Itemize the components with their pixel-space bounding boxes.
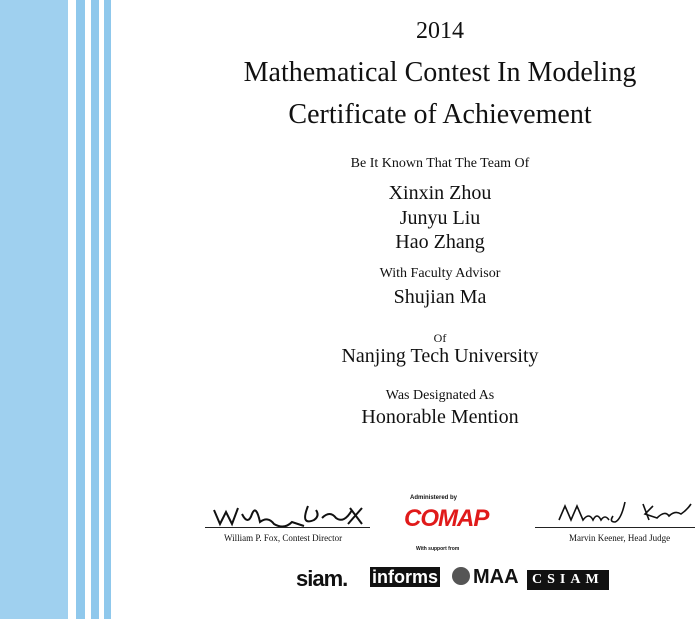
award-designation: Honorable Mention: [361, 406, 519, 428]
siam-text: siam: [296, 566, 343, 591]
certificate-year: 2014: [416, 18, 464, 44]
comap-logo: COMAP: [404, 505, 489, 532]
left-stripe-1: [76, 0, 85, 619]
csiam-logo: CSIAM: [527, 570, 609, 590]
informs-logo: [370, 567, 440, 588]
faculty-advisor: Shujian Ma: [393, 286, 487, 308]
university-name: Nanjing Tech University: [341, 345, 539, 367]
support-label: With support from: [416, 546, 460, 552]
team-intro: Be It Known That The Team Of: [350, 156, 530, 171]
maa-text: MAA: [473, 566, 519, 588]
contest-title: Mathematical Contest In Modeling: [243, 57, 637, 88]
team-member: Junyu Liu: [399, 207, 481, 229]
director-signature-line: [205, 527, 370, 528]
globe-icon: [452, 567, 470, 585]
maa-logo: [452, 566, 519, 589]
judge-caption: Marvin Keener, Head Judge: [569, 533, 671, 543]
advisor-label: With Faculty Advisor: [379, 266, 501, 281]
director-caption: William P. Fox, Contest Director: [224, 533, 343, 543]
left-stripe-3: [104, 0, 111, 619]
administered-by-label: Administered by: [410, 495, 458, 501]
judge-signature: [545, 498, 695, 526]
of-label: Of: [433, 331, 447, 345]
director-signature: [210, 500, 370, 528]
siam-logo: siam.: [296, 566, 348, 591]
team-member: Hao Zhang: [395, 231, 485, 253]
team-member: Xinxin Zhou: [388, 182, 492, 204]
left-stripe-2: [91, 0, 99, 619]
certificate-title: Certificate of Achievement: [288, 99, 592, 130]
judge-signature-line: [535, 527, 695, 528]
left-stripe-wide: [0, 0, 68, 619]
designation-label: Was Designated As: [385, 388, 495, 403]
informs-text: informs: [372, 567, 439, 587]
